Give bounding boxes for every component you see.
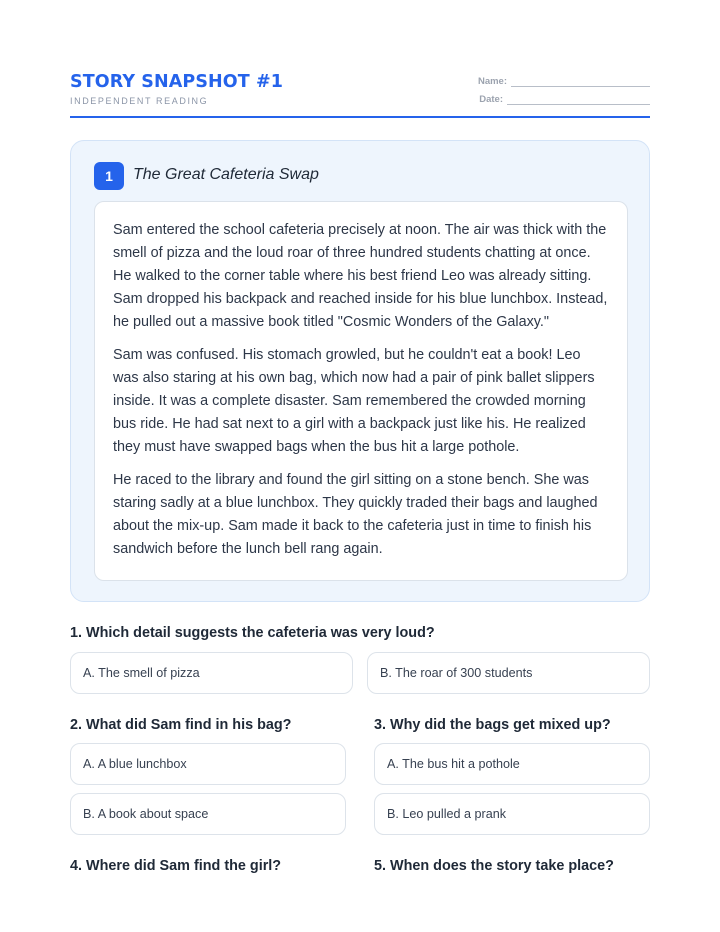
question-1-option-a[interactable]: A. The smell of pizza	[70, 652, 353, 694]
story-text-box	[94, 201, 628, 581]
question-3: 3. Why did the bags get mixed up?	[374, 717, 611, 733]
question-4: 4. Where did Sam find the girl?	[70, 858, 282, 874]
question-1: 1. Which detail suggests the cafeteria was very loud?	[70, 625, 435, 641]
question-3-option-a[interactable]: A. The bus hit a pothole	[374, 743, 650, 785]
worksheet-header	[70, 72, 650, 118]
name-label: Name:	[477, 76, 507, 87]
question-3-option-b[interactable]: B. Leo pulled a prank	[374, 793, 650, 835]
story-paragraph: He raced to the library and found the girl sitting on a stone bench. She was staring sadly at a blue lunchbox. They quickly traded their bags and laughed about the mix-up. Sam made it back to the cafeteria just in time to finish his sandwich before the lunch bell rang again.	[113, 472, 598, 557]
worksheet-title: STORY SNAPSHOT #1	[70, 72, 284, 92]
name-blank-line[interactable]	[511, 77, 650, 87]
name-field[interactable]	[478, 76, 650, 87]
date-field[interactable]	[479, 94, 650, 105]
story-number-badge: 1	[94, 162, 124, 190]
date-label: Date:	[479, 94, 503, 105]
question-5: 5. When does the story take place?	[374, 858, 614, 874]
story-card	[70, 140, 650, 602]
question-2: 2. What did Sam find in his bag?	[70, 717, 292, 733]
question-2-option-a[interactable]: A. A blue lunchbox	[70, 743, 346, 785]
date-blank-line[interactable]	[507, 95, 650, 105]
question-1-option-b[interactable]: B. The roar of 300 students	[367, 652, 650, 694]
story-paragraph: Sam was confused. His stomach growled, but he couldn't eat a book! Leo was also staring at his own bag, which now had a pair of pink ballet slippers inside. It was a complete disaster. Sam remembered the crowded morning bus ride. He had sat next to a girl with a backpack just like his. He realized they must have swapped bags when the bus hit a large pothole.	[113, 347, 595, 455]
question-2-option-b[interactable]: B. A book about space	[70, 793, 346, 835]
story-title: The Great Cafeteria Swap	[133, 166, 319, 183]
story-paragraph: Sam entered the school cafeteria precisely at noon. The air was thick with the smell of pizza and the loud roar of three hundred students chatting at once. He walked to the corner table where his best friend Leo was already sitting. Sam dropped his backpack and reached inside for his blue lunchbox. Instead, he pulled out a massive book titled "Cosmic Wonders of the Galaxy."	[113, 222, 608, 330]
worksheet-subtitle: INDEPENDENT READING	[70, 96, 209, 106]
